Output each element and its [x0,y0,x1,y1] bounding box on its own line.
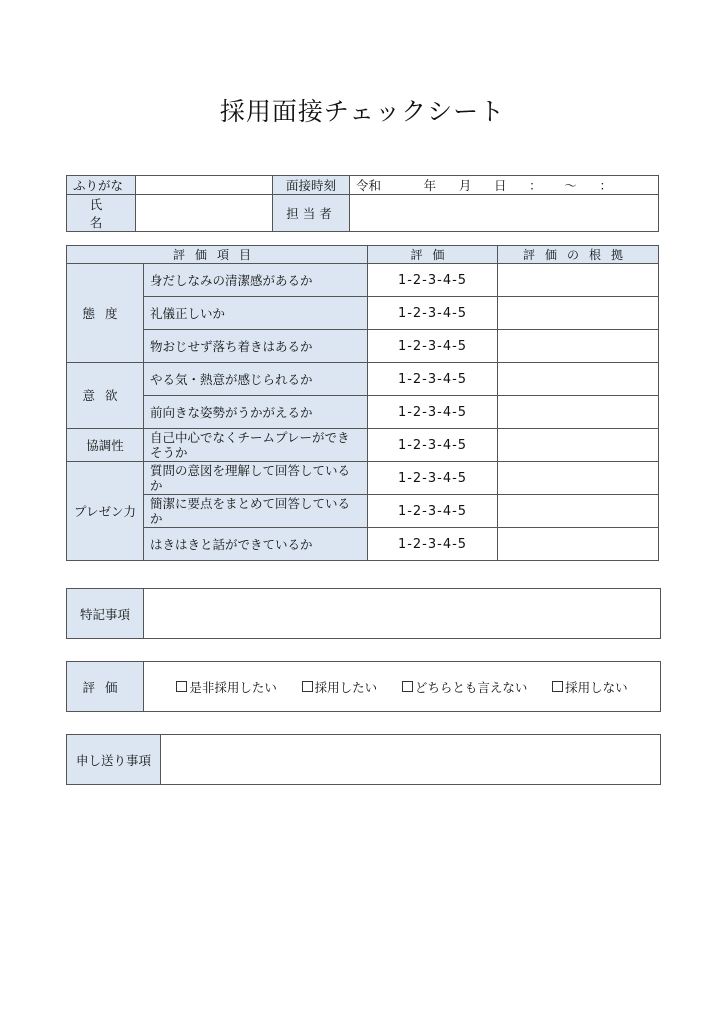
score-scale[interactable]: 1-2-3-4-5 [368,462,498,495]
score-scale[interactable]: 1-2-3-4-5 [368,264,498,297]
interviewer-field[interactable] [350,195,659,232]
score-scale[interactable]: 1-2-3-4-5 [368,297,498,330]
basis-field[interactable] [498,396,659,429]
year-label: 年 [423,178,437,193]
basis-field[interactable] [498,528,659,561]
special-notes-section [66,588,661,639]
option-hire[interactable] [302,678,378,696]
basis-field[interactable] [498,495,659,528]
category-attitude: 態度 [67,264,144,363]
colon-start: ： [529,178,542,193]
header-basis: 評価の根拠 [498,246,659,264]
basis-field[interactable] [498,264,659,297]
special-notes-label: 特記事項 [67,589,144,638]
rating-options [144,662,660,711]
score-scale[interactable]: 1-2-3-4-5 [368,363,498,396]
item-label: 簡潔に要点をまとめて回答しているか [144,495,368,528]
basis-field[interactable] [498,330,659,363]
tilde-label: ～ [564,178,577,193]
item-label: 物おじせず落ち着きはあるか [144,330,368,363]
category-cooperation: 協調性 [67,429,144,462]
day-label: 日 [493,178,507,193]
interview-time-label: 面接時刻 [273,176,350,195]
basis-field[interactable] [498,297,659,330]
score-scale[interactable]: 1-2-3-4-5 [368,495,498,528]
option-label: 是非採用したい [189,679,277,695]
option-no-hire[interactable] [552,678,628,696]
item-label: はきはきと話ができているか [144,528,368,561]
score-scale[interactable]: 1-2-3-4-5 [368,528,498,561]
furigana-field[interactable] [136,176,273,195]
option-label: 採用したい [314,679,378,695]
special-notes-field[interactable] [144,589,660,638]
option-undecided[interactable] [402,678,528,696]
basis-field[interactable] [498,363,659,396]
option-label: 採用しない [565,679,628,695]
interview-time-field[interactable] [350,176,659,195]
score-scale[interactable]: 1-2-3-4-5 [368,330,498,363]
handover-section [66,734,661,785]
applicant-info-table [66,175,659,232]
score-scale[interactable]: 1-2-3-4-5 [368,396,498,429]
interviewer-label: 担当者 [273,195,350,232]
handover-label: 申し送り事項 [67,735,161,784]
option-label: どちらとも言えない [414,679,528,695]
checkbox-icon[interactable] [176,681,187,692]
colon-end: ： [599,178,612,193]
category-motivation: 意欲 [67,363,144,429]
evaluation-table [66,245,659,561]
item-label: 礼儀正しいか [144,297,368,330]
item-label: 質問の意図を理解して回答しているか [144,462,368,495]
score-scale[interactable]: 1-2-3-4-5 [368,429,498,462]
item-label: やる気・熱意が感じられるか [144,363,368,396]
name-field[interactable] [136,195,273,232]
option-definitely-hire[interactable] [176,678,277,696]
name-label: 氏 名 [67,195,136,232]
era-label: 令和 [356,178,382,193]
checkbox-icon[interactable] [552,681,563,692]
checkbox-icon[interactable] [402,681,413,692]
header-score: 評価 [368,246,498,264]
header-items: 評価項目 [67,246,368,264]
basis-field[interactable] [498,462,659,495]
handover-field[interactable] [161,735,660,784]
item-label: 前向きな姿勢がうかがえるか [144,396,368,429]
item-label: 自己中心でなくチームプレーができそうか [144,429,368,462]
month-label: 月 [458,178,472,193]
overall-rating-section [66,661,661,712]
category-presentation: プレゼン力 [67,462,144,561]
basis-field[interactable] [498,429,659,462]
item-label: 身だしなみの清潔感があるか [144,264,368,297]
checkbox-icon[interactable] [302,681,313,692]
overall-rating-label: 評価 [67,662,144,711]
furigana-label: ふりがな [67,176,136,195]
page-title: 採用面接チェックシート [219,97,506,126]
